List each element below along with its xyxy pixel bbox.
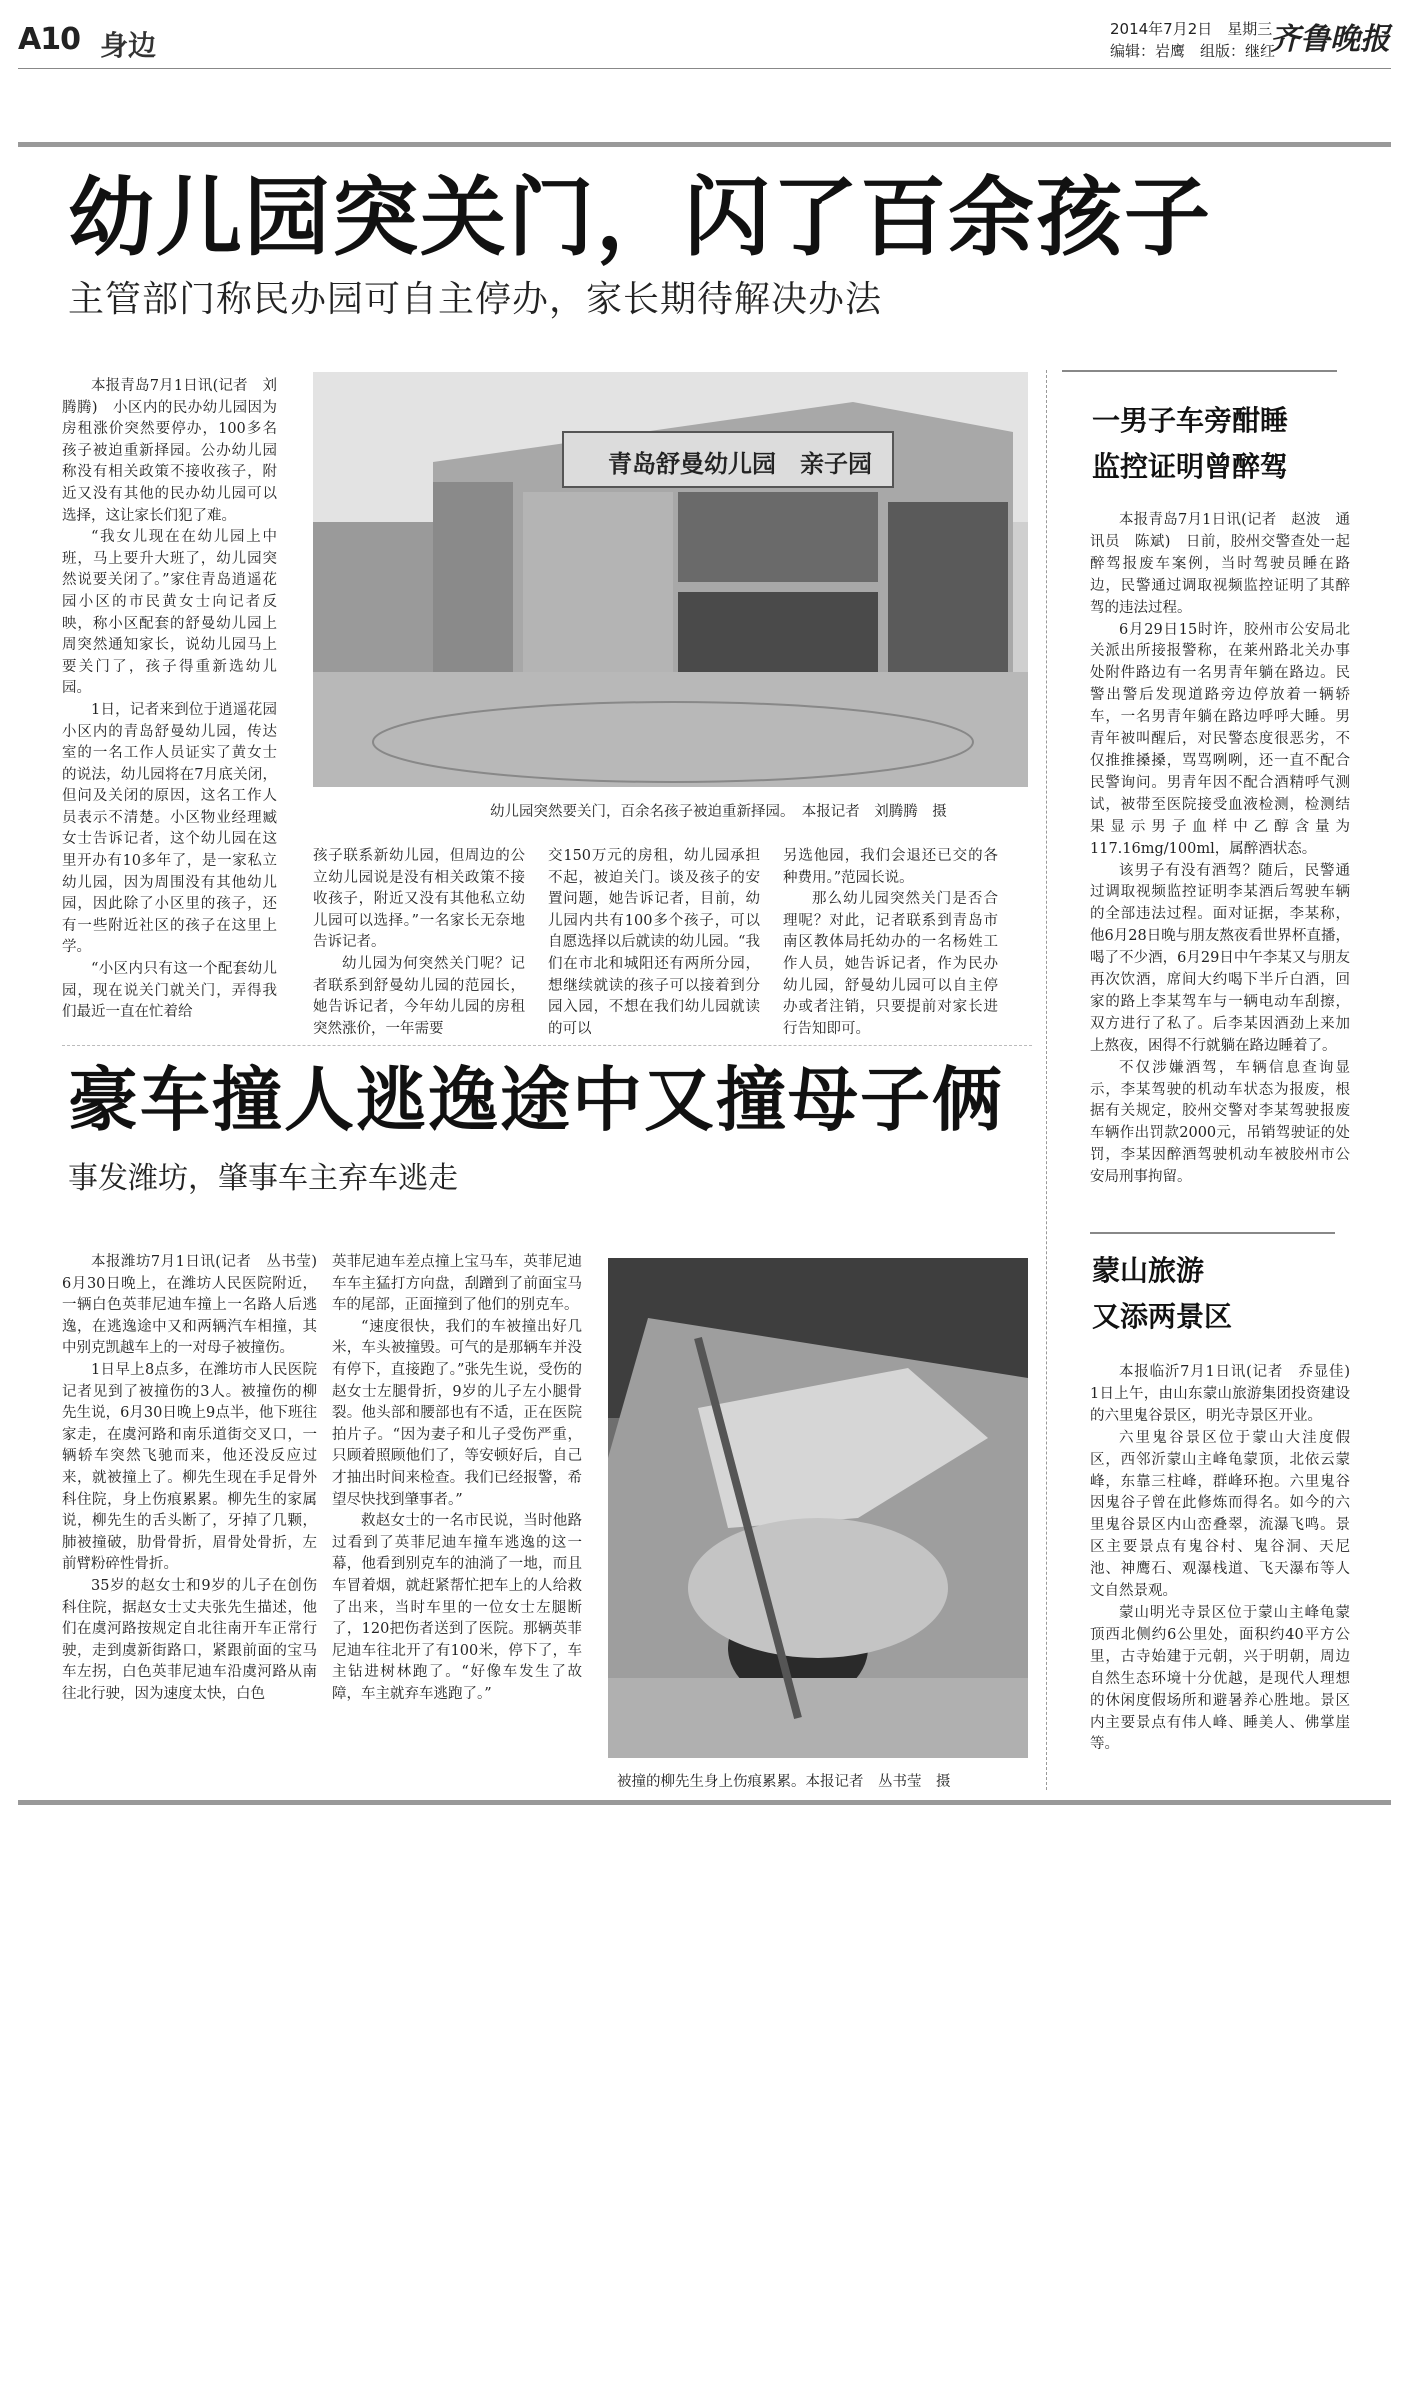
sidebar2-rule xyxy=(1090,1232,1335,1234)
sidebar2-body xyxy=(1090,1362,1365,1792)
editor-line: 编辑：岩鹰 组版：继红 xyxy=(1110,42,1276,60)
article2-headline: 豪车撞人逃逸途中又撞母子俩 xyxy=(68,1059,1004,1141)
injured-man-photo xyxy=(608,1258,1028,1758)
paragraph: 1日早上8点多，在潍坊市人民医院记者见到了被撞伤的3人。被撞伤的柳先生说，6月30日晚上9点半，他下班往家走，在虞河路和南乐道街交叉口，一辆轿车突然飞驰而来，他还没反应过来，就被撞上了。柳先生现在手足骨外科住院，身上伤痕累累。柳先生的家属说，柳先生的舌头断了，牙掉了几颗，肺被撞破，肋骨骨折，眉骨处骨折，左前臂粉碎性骨折。 xyxy=(62,1361,317,1573)
article1-column-3 xyxy=(548,846,760,1040)
section-name: 身边 xyxy=(100,29,157,62)
kindergarten-building-image xyxy=(313,372,1028,787)
paragraph: 本报临沂7月1日讯(记者 乔显佳) 1日上午，由山东蒙山旅游集团投资建设的六里鬼谷景区，明光寺景区开业。 xyxy=(1090,1364,1365,1424)
paragraph: “速度很快，我们的车被撞出好几米，车头被撞毁。可气的是那辆车并没有停下，直接跑了。”张先生说，受伤的赵女士左腿骨折，9岁的儿子左小腿骨裂。他头部和腰部也有不适，正在医院拍片子。“因为妻子和儿子受伤严重，只顾着照顾他们了，等安顿好后，自己才抽出时间来检查。我们已经报警，希望尽快找到肇事者。” xyxy=(332,1318,582,1508)
sidebar1-body xyxy=(1090,510,1350,1258)
paragraph: 交150万元的房租，幼儿园承担不起，被迫关门。谈及孩子的安置问题，她告诉记者，目前，幼儿园内共有100多个孩子，可以自愿选择以后就读的幼儿园。“我们在市北和城阳还有两所分园，想继续就读的孩子可以接着到分园入园，不想在我们幼儿园就读的可以 xyxy=(548,848,760,1037)
paragraph: 本报青岛7月1日讯(记者 刘腾腾) 小区内的民办幼儿园因为房租涨价突然要停办，100多名孩子被迫重新择园。公办幼儿园称没有相关政策不接收孩子，附近又没有其他的民办幼儿园可以选择，这让家长们犯了难。 xyxy=(62,378,277,524)
paragraph: 救赵女士的一名市民说，当时他路过看到了英菲尼迪车撞车逃逸的这一幕，他看到别克车的油淌了一地，而且车冒着烟，就赶紧帮忙把车上的人给救了出来，当时车里的一位女士左腿断了，120把伤者送到了医院。那辆英菲尼迪车往北开了有100米，停下了，车主钻进树林跑了。“好像车发生了故障，车主就弃车逃跑了。” xyxy=(332,1513,582,1702)
article2-photo-caption: 被撞的柳先生身上伤痕累累。本报记者 丛书莹 摄 xyxy=(617,1774,951,1790)
paragraph: 孩子联系新幼儿园，但周边的公立幼儿园说是没有相关政策不接收孩子，附近又没有其他私立幼儿园可以选择。”一名家长无奈地告诉记者。 xyxy=(313,848,525,951)
paragraph: 该男子有没有酒驾？随后，民警通过调取视频监控证明李某酒后驾驶车辆的全部违法过程。面对证据，李某称，他6月28日晚与朋友熬夜看世界杯直播，喝了不少酒，6月29日中午李某又与朋友再次饮酒，席间大约喝下半斤白酒，回家的路上李某驾车与一辆电动车刮擦，双方进行了私了。后李某因酒劲上来加上熬夜，困得不行就躺在路边睡着了。 xyxy=(1090,862,1350,1054)
paragraph: “我女儿现在在幼儿园上中班，马上要升大班了，幼儿园突然说要关闭了。”家住青岛逍遥花园小区的市民黄女士向记者反映，称小区配套的舒曼幼儿园上周突然通知家长，说幼儿园马上要关门了，孩子得重新选幼儿园。 xyxy=(62,529,277,697)
paragraph: 本报潍坊7月1日讯(记者 丛书莹) 6月30日晚上，在潍坊人民医院附近，一辆白色英菲尼迪车撞上一名路人后逃逸，在逃逸途中又和两辆汽车相撞，其中别克凯越车上的一对母子被撞伤。 xyxy=(62,1254,332,1357)
article1-headline: 幼儿园突关门，闪了百余孩子 xyxy=(68,168,1212,268)
article1-column-4 xyxy=(783,846,998,1040)
paper-name-logo: 齐鲁晚报 xyxy=(1270,22,1390,57)
article1-subhead: 主管部门称民办园可自主停办，家长期待解决办法 xyxy=(68,279,883,320)
paragraph: 六里鬼谷景区位于蒙山大洼度假区，西邻沂蒙山主峰龟蒙顶，北依云蒙峰，东靠三柱峰，群峰环抱。六里鬼谷因鬼谷子曾在此修炼而得名。如今的六里鬼谷景区内山峦叠翠，流瀑飞鸣。景区主要景点有鬼谷村、鬼谷洞、天尼池、神鹰石、观瀑栈道、飞天瀑布等人文自然景观。 xyxy=(1090,1429,1350,1600)
top-rule xyxy=(18,142,1391,147)
sidebar-divider xyxy=(1046,370,1047,1790)
hospital-bed-image xyxy=(608,1258,1028,1758)
paragraph: 本报青岛7月1日讯(记者 赵波 通讯员 陈斌) 日前，胶州交警查处一起醉驾报废车案例，当时驾驶员睡在路边，民警通过调取视频监控证明了其醉驾的违法过程。 xyxy=(1090,512,1350,616)
kindergarten-sign: 青岛舒曼幼儿园 亲子园 xyxy=(608,449,872,478)
paragraph: 幼儿园为何突然关门呢？记者联系到舒曼幼儿园的范园长，她告诉记者，今年幼儿园的房租突然涨价，一年需要 xyxy=(313,955,525,1037)
bottom-rule xyxy=(18,1800,1391,1805)
paragraph: 英菲尼迪车差点撞上宝马车，英菲尼迪车车主猛打方向盘，刮蹭到了前面宝马车的尾部，正面撞到了他们的别克车。 xyxy=(332,1254,582,1314)
paragraph: 6月29日15时许，胶州市公安局北关派出所接报警称，在莱州路北关办事处附件路边有一名男青年躺在路边。民警出警后发现道路旁边停放着一辆轿车，一名男青年躺在路边呼呼大睡。男青年被叫醒后，对民警态度很恶劣，不仅推推搡搡，骂骂咧咧，还一直不配合民警询问。男青年因不配合酒精呼气测试，被带至医院接受血液检测，检测结果显示男子血样中乙醇含量为117.16mg/100ml，属醉酒状态。 xyxy=(1090,621,1350,857)
paragraph: 35岁的赵女士和9岁的儿子在创伤科住院，据赵女士丈夫张先生描述，他们在虞河路按规定自北往南开车正常行驶，走到虞新街路口，紧跟前面的宝马车左拐，白色英菲尼迪车沿虞河路从南往北行驶，因为速度太快，白色 xyxy=(62,1577,317,1702)
paragraph: 另选他园，我们会退还已交的各种费用。”范园长说。 xyxy=(783,848,998,886)
article-divider xyxy=(62,1045,1032,1046)
paragraph: “小区内只有这一个配套幼儿园，现在说关门就关门，弄得我们最近一直在忙着给 xyxy=(62,961,277,1021)
date-line: 2014年7月2日 星期三 xyxy=(1110,20,1273,38)
sidebar1-title-line2: 监控证明曾醉驾 xyxy=(1092,450,1289,483)
article2-subhead: 事发潍坊，肇事车主弃车逃走 xyxy=(68,1161,458,1196)
paragraph: 蒙山明光寺景区位于蒙山主峰龟蒙顶西北侧约6公里处，面积约40平方公里，古寺始建于元朝，兴于明朝，周边自然生态环境十分优越，是现代人理想的休闲度假场所和避暑养心胜地。景区内主要景点有伟人峰、睡美人、佛掌崖等。 xyxy=(1090,1604,1350,1753)
sidebar1-title-line1: 一男子车旁酣睡 xyxy=(1092,404,1289,437)
page-number: A10 xyxy=(18,22,80,57)
paragraph: 那么幼儿园突然关门是否合理呢？对此，记者联系到青岛市南区教体局托幼办的一名杨姓工作人员，她告诉记者，作为民办幼儿园，舒曼幼儿园可以自主停办或者注销，只要提前对家长进行告知即可。 xyxy=(783,891,998,1037)
paragraph: 1日，记者来到位于逍遥花园小区内的青岛舒曼幼儿园，传达室的一名工作人员证实了黄女士的说法，幼儿园将在7月底关闭，但问及关闭的原因，这名工作人员表示不清楚。小区物业经理臧女士告诉记者，这个幼儿园在这里开办有10多年了，是一家私立幼儿园，因为周围没有其他幼儿园，因此除了小区里的孩子，还有一些附近社区的孩子在这里上学。 xyxy=(62,701,277,956)
article2-column-1 xyxy=(62,1252,332,1792)
masthead-rule xyxy=(18,68,1391,69)
sidebar2-title-line1: 蒙山旅游 xyxy=(1092,1254,1205,1287)
article1-photo-caption: 幼儿园突然要关门，百余名孩子被迫重新择园。 本报记者 刘腾腾 摄 xyxy=(490,804,947,820)
paragraph: 不仅涉嫌酒驾，车辆信息查询显示，李某驾驶的机动车状态为报废，根据有关规定，胶州交警对李某驾驶报废车辆作出罚款2000元，吊销驾驶证的处罚，李某因醉酒驾驶机动车被胶州市公安局刑事拘留。 xyxy=(1090,1059,1350,1186)
kindergarten-photo xyxy=(313,372,1028,787)
sidebar-rule xyxy=(1062,370,1337,372)
article1-column-2 xyxy=(313,846,525,1040)
article2-column-2 xyxy=(332,1252,582,1792)
sidebar2-title-line2: 又添两景区 xyxy=(1092,1300,1233,1333)
article1-column-1 xyxy=(62,376,277,1040)
